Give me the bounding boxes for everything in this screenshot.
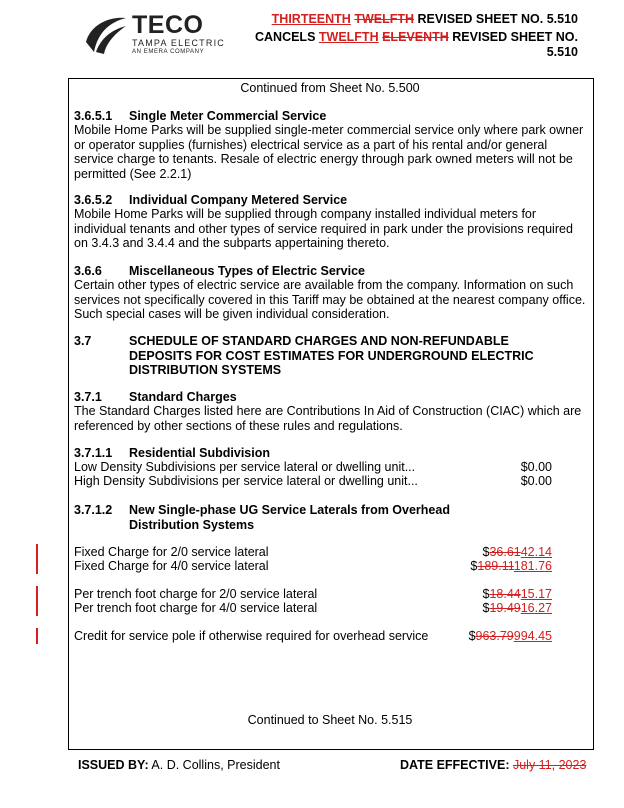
charge-row: Fixed Charge for 2/0 service lateral $36.6142.14 [74, 545, 552, 559]
section-body-3652: Mobile Home Parks will be supplied through company installed individual meters for individual tenants and other types of service required in park under the provisions required on 3.4.3 and 3.4.4 and the subparts appertaining thereto. [74, 207, 573, 251]
revision-bar [36, 586, 38, 616]
cancels-prefix: CANCELS [254, 30, 316, 44]
logo-tagline: AN EMERA COMPANY [132, 49, 205, 55]
revision-bar [36, 544, 38, 574]
old-amount: 963.79 [475, 629, 514, 643]
logo-name: TECO [132, 11, 204, 39]
date-value: July 11, 2023 [512, 758, 587, 772]
old-amount: 18.44 [489, 587, 521, 601]
section-heading-3651: 3.6.5.1 Single Meter Commercial Service [74, 109, 327, 123]
cancels-new: TWELFTH [318, 30, 379, 44]
charge-row: Credit for service pole if otherwise required for overhead service $963.79994.45 [74, 629, 552, 643]
issued-by [78, 758, 280, 772]
cancels-header [218, 30, 578, 60]
section-body-371: The Standard Charges listed here are Contributions In Aid of Construction (CIAC) which are referenced by other sections of these rules and regulations. [74, 404, 582, 433]
old-amount: 189.11 [477, 559, 514, 573]
continued-from: Continued from Sheet No. 5.500 [240, 81, 420, 95]
teco-swoosh-icon [80, 12, 130, 56]
revision-old: TWELFTH [354, 12, 415, 26]
charge-row: Per trench foot charge for 2/0 service lateral $18.4415.17 [74, 587, 552, 601]
section-heading-3711: 3.7.1.1 Residential Subdivision [74, 446, 270, 460]
section-heading-3652: 3.6.5.2 Individual Company Metered Service [74, 193, 348, 207]
old-amount: 19.49 [489, 601, 521, 615]
date-label: DATE EFFECTIVE: [400, 758, 510, 772]
date-effective [400, 758, 586, 772]
section-heading-3712: 3.7.1.2 New Single-phase UG Service Laterals from Overhead Distribution Systems [74, 503, 450, 532]
section-heading-366: 3.6.6 Miscellaneous Types of Electric Service [74, 264, 365, 278]
charge-row: High Density Subdivisions per service lateral or dwelling unit... $0.00 [74, 474, 552, 488]
new-amount: 181.76 [513, 559, 552, 573]
section-body-366: Certain other types of electric service are available from the company. Information on such services not specifically covered in this Tariff may be obtained at the nearest company office. Such special cases will be given individual consideration. [74, 278, 586, 322]
charge-row: Fixed Charge for 4/0 service lateral $189.11181.76 [74, 559, 552, 573]
new-amount: 15.17 [520, 587, 552, 601]
revision-rest: REVISED SHEET NO. 5.510 [417, 12, 578, 26]
charge-row: Low Density Subdivisions per service lateral or dwelling unit... $0.00 [74, 460, 552, 474]
section-heading-37: 3.7 SCHEDULE OF STANDARD CHARGES AND NON-REFUNDABLE DEPOSITS FOR COST ESTIMATES FOR UNDERGROUND ELECTRIC DISTRIBUTION SYSTEMS [74, 334, 534, 378]
cancels-rest: REVISED SHEET NO. [452, 30, 578, 44]
new-amount: 16.27 [520, 601, 552, 615]
issued-label: ISSUED BY: [78, 758, 149, 772]
revision-new: THIRTEENTH [271, 12, 351, 26]
charge-row: Per trench foot charge for 4/0 service lateral $19.4916.27 [74, 601, 552, 615]
logo-subtitle: TAMPA ELECTRIC [132, 38, 225, 48]
section-heading-371: 3.7.1 Standard Charges [74, 390, 237, 404]
issued-value: A. D. Collins, President [151, 758, 280, 772]
revision-bar [36, 628, 38, 644]
cancels-sheet: 5.510 [546, 45, 578, 59]
new-amount: 42.14 [520, 545, 552, 559]
sheet-number-header [272, 12, 578, 27]
section-body-3651: Mobile Home Parks will be supplied single-meter commercial service only where park owner or operator supplies (furnishes) electrical service as a part of his rental and/or general service charge to tenants. Resale of electric energy through park owned meters will not be permitted (See 2.2.1) [74, 123, 584, 181]
new-amount: 994.45 [513, 629, 552, 643]
cancels-old: ELEVENTH [382, 30, 449, 44]
continued-to: Continued to Sheet No. 5.515 [247, 713, 413, 727]
old-amount: 36.61 [489, 545, 521, 559]
